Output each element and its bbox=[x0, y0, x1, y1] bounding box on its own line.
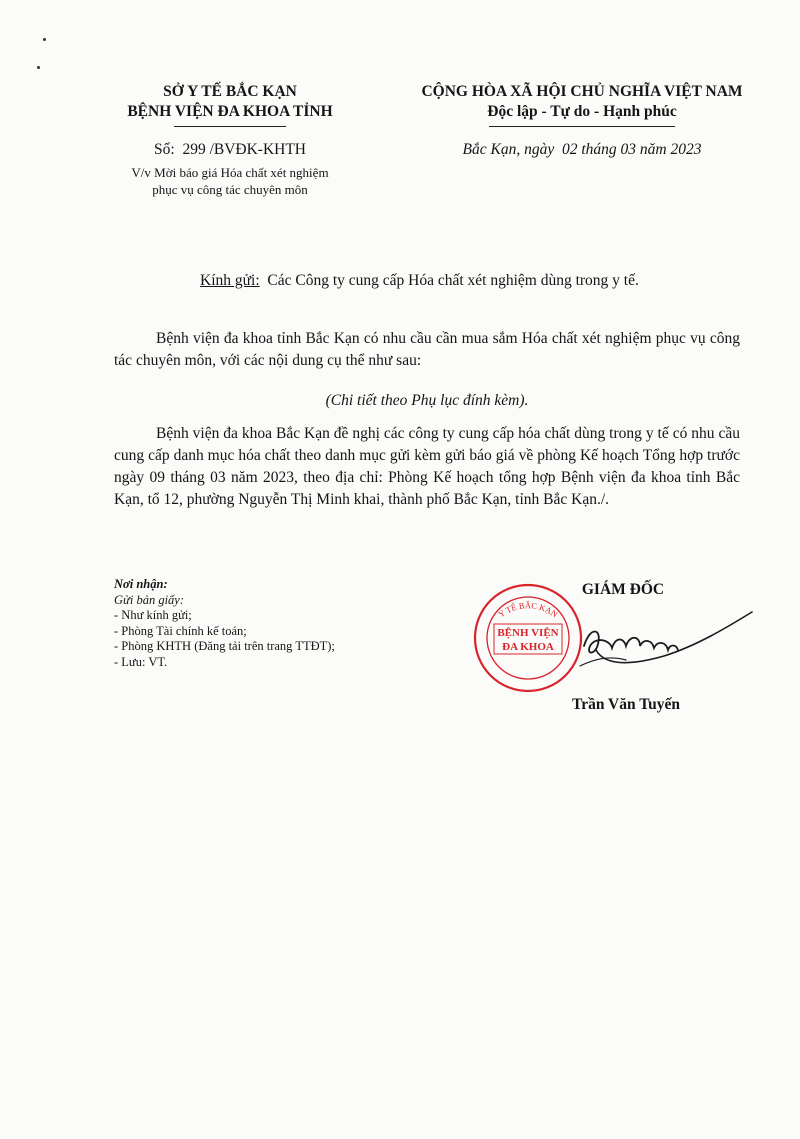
recipients-subheading: Gửi bản giấy: bbox=[114, 592, 185, 607]
national-motto: Độc lập - Tự do - Hạnh phúc bbox=[487, 103, 677, 120]
signer-name: Trần Văn Tuyến bbox=[572, 696, 680, 713]
motto-underline bbox=[489, 126, 675, 127]
list-item: - Phòng Tài chính kế toán; bbox=[114, 623, 247, 638]
salutation-label: Kính gửi: bbox=[200, 272, 260, 289]
stamp-text-line1: BỆNH VIỆN bbox=[497, 627, 559, 639]
detail-note: (Chi tiết theo Phụ lục đính kèm). bbox=[325, 392, 529, 409]
scan-speck bbox=[37, 66, 40, 69]
document-number: Số: 299 /BVĐK-KHTH bbox=[154, 141, 306, 158]
ref-number: 299 bbox=[182, 141, 206, 158]
document-subject: V/v Mời báo giá Hóa chất xét nghiệm phục vụ công tác chuyên môn bbox=[131, 165, 329, 197]
national-title: CỘNG HÒA XÃ HỘI CHỦ NGHĨA VIỆT NAM bbox=[421, 83, 743, 100]
agency-name: SỞ Y TẾ BẮC KẠN bbox=[163, 83, 297, 100]
salutation-recipient: Các Công ty cung cấp Hóa chất xét nghiệm dùng trong y tế. bbox=[267, 272, 639, 289]
body-paragraph-1: Bệnh viện đa khoa tỉnh Bắc Kạn có nhu cầu cần mua sắm Hóa chất xét nghiệm phục vụ công tác chuyên môn, với các nội dung cụ thể như sau: bbox=[114, 330, 740, 369]
body-paragraph-2: Bệnh viện đa khoa Bắc Kạn đề nghị các công ty cung cấp hóa chất dùng trong y tế có nhu cầu cung cấp danh mục hóa chất theo danh mục gửi kèm gửi báo giá về phòng Kế hoạch Tổng hợp trước ngày 09 tháng 03 năm 2023, theo địa chỉ: Phòng Kế hoạch tổng hợp Bệnh viện đa khoa tỉnh Bắc Kạn, tổ 12, phường Nguyễn Thị Minh khai, thành phố Bắc Kạn, tỉnh Bắc Kạn./. bbox=[114, 425, 740, 508]
salutation bbox=[200, 270, 639, 292]
list-item: - Như kính gửi; bbox=[114, 608, 192, 622]
recipients-heading: Nơi nhận: bbox=[114, 577, 168, 591]
national-header-block bbox=[378, 82, 786, 160]
stamp-text-line2: ĐA KHOA bbox=[502, 641, 554, 653]
organization-name: BỆNH VIỆN ĐA KHOA TỈNH bbox=[127, 103, 333, 120]
document-date: Bắc Kạn, ngày 02 tháng 03 năm 2023 bbox=[462, 141, 702, 158]
stamp-arc-text: Y TẾ BẮC KẠN bbox=[496, 600, 560, 620]
signer-title: GIÁM ĐỐC bbox=[581, 581, 665, 598]
header-underline bbox=[174, 126, 286, 127]
list-item: - Phòng KHTH (Đăng tải trên trang TTĐT); bbox=[114, 639, 335, 653]
list-item: - Lưu: VT. bbox=[114, 654, 168, 669]
signature-block bbox=[470, 578, 740, 738]
issuing-agency-block bbox=[75, 82, 385, 198]
scan-speck bbox=[43, 38, 46, 41]
handwritten-signature-icon bbox=[566, 606, 756, 676]
recipients-list bbox=[114, 577, 434, 670]
